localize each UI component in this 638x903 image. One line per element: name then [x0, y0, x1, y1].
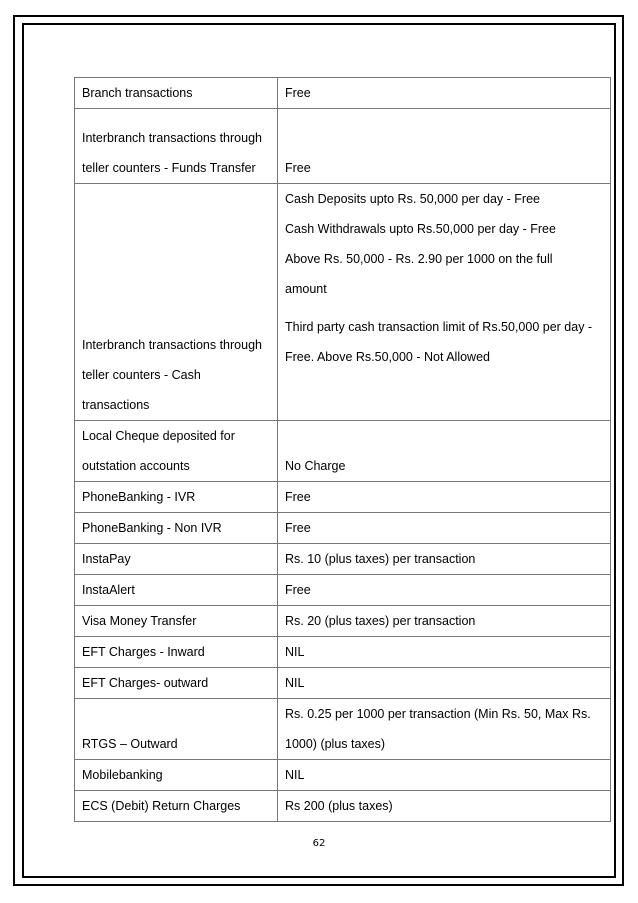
table-row: [75, 637, 611, 668]
charge-cell: [278, 482, 611, 513]
service-cell: [75, 482, 278, 513]
table-row: [75, 606, 611, 637]
charge-text: Rs. 10 (plus taxes) per transaction: [285, 552, 476, 566]
service-text: RTGS – Outward: [82, 737, 178, 751]
service-cell: [75, 421, 278, 482]
charge-text: NIL: [285, 768, 305, 782]
service-text: EFT Charges- outward: [82, 676, 209, 690]
charge-text: Free: [285, 583, 311, 597]
service-cell: [75, 544, 278, 575]
charge-cell: [278, 421, 611, 482]
table-row: [75, 544, 611, 575]
charge-text: Free: [285, 521, 311, 535]
service-text: InstaPay: [82, 552, 131, 566]
service-text: EFT Charges - Inward: [82, 645, 205, 659]
charges-table: [74, 77, 611, 822]
service-cell: [75, 699, 278, 760]
charge-text: No Charge: [285, 459, 346, 473]
service-cell: [75, 78, 278, 109]
service-cell: [75, 575, 278, 606]
charge-text: Free. Above Rs.50,000 - Not Allowed: [285, 350, 490, 364]
charge-text: Above Rs. 50,000 - Rs. 2.90 per 1000 on the full: [285, 252, 553, 266]
table-row: [75, 421, 611, 482]
charge-cell: [278, 109, 611, 184]
table-row: [75, 109, 611, 184]
charge-text: Cash Withdrawals upto Rs.50,000 per day - Free: [285, 222, 556, 236]
charge-text: Cash Deposits upto Rs. 50,000 per day - Free: [285, 192, 540, 206]
charge-cell: [278, 668, 611, 699]
service-cell: [75, 109, 278, 184]
charge-cell: [278, 606, 611, 637]
charge-cell: [278, 544, 611, 575]
table-row: [75, 760, 611, 791]
service-cell: [75, 668, 278, 699]
charges-table-container: [74, 77, 610, 822]
charge-text: Rs. 0.25 per 1000 per transaction (Min Rs. 50, Max Rs.: [285, 707, 591, 721]
service-text: PhoneBanking - IVR: [82, 490, 196, 504]
service-cell: [75, 760, 278, 791]
charge-text: Free: [285, 490, 311, 504]
charge-text: Third party cash transaction limit of Rs.50,000 per day -: [285, 320, 593, 334]
charge-text: Free: [285, 86, 311, 100]
charge-cell: [278, 699, 611, 760]
table-row: [75, 575, 611, 606]
table-row: [75, 791, 611, 822]
charge-cell: [278, 760, 611, 791]
service-text: Interbranch transactions through: [82, 338, 262, 352]
charge-text: 1000) (plus taxes): [285, 737, 386, 751]
service-text: Visa Money Transfer: [82, 614, 197, 628]
service-text: Local Cheque deposited for: [82, 429, 235, 443]
charge-cell: [278, 791, 611, 822]
charge-text: Rs. 20 (plus taxes) per transaction: [285, 614, 476, 628]
table-row: [75, 668, 611, 699]
service-text: Branch transactions: [82, 86, 193, 100]
table-row: [75, 482, 611, 513]
charge-text: NIL: [285, 645, 305, 659]
service-text: transactions: [82, 398, 150, 412]
table-row: [75, 184, 611, 421]
service-text: Mobilebanking: [82, 768, 163, 782]
service-cell: [75, 791, 278, 822]
service-text: teller counters - Funds Transfer: [82, 161, 256, 175]
charge-text: NIL: [285, 676, 305, 690]
table-row: [75, 78, 611, 109]
table-row: [75, 513, 611, 544]
table-row: [75, 699, 611, 760]
charge-cell: [278, 637, 611, 668]
service-text: InstaAlert: [82, 583, 135, 597]
service-cell: [75, 513, 278, 544]
charge-cell: [278, 513, 611, 544]
service-text: outstation accounts: [82, 459, 190, 473]
charge-text: Free: [285, 161, 311, 175]
service-text: PhoneBanking - Non IVR: [82, 521, 222, 535]
charge-text: Rs 200 (plus taxes): [285, 799, 393, 813]
page-number: 62: [312, 838, 326, 849]
charge-cell: [278, 575, 611, 606]
service-text: Interbranch transactions through: [82, 131, 262, 145]
service-cell: [75, 637, 278, 668]
service-text: teller counters - Cash: [82, 368, 201, 382]
service-cell: [75, 184, 278, 421]
service-cell: [75, 606, 278, 637]
service-text: ECS (Debit) Return Charges: [82, 799, 241, 813]
charge-cell: [278, 184, 611, 421]
charge-text: amount: [285, 282, 327, 296]
charge-cell: [278, 78, 611, 109]
